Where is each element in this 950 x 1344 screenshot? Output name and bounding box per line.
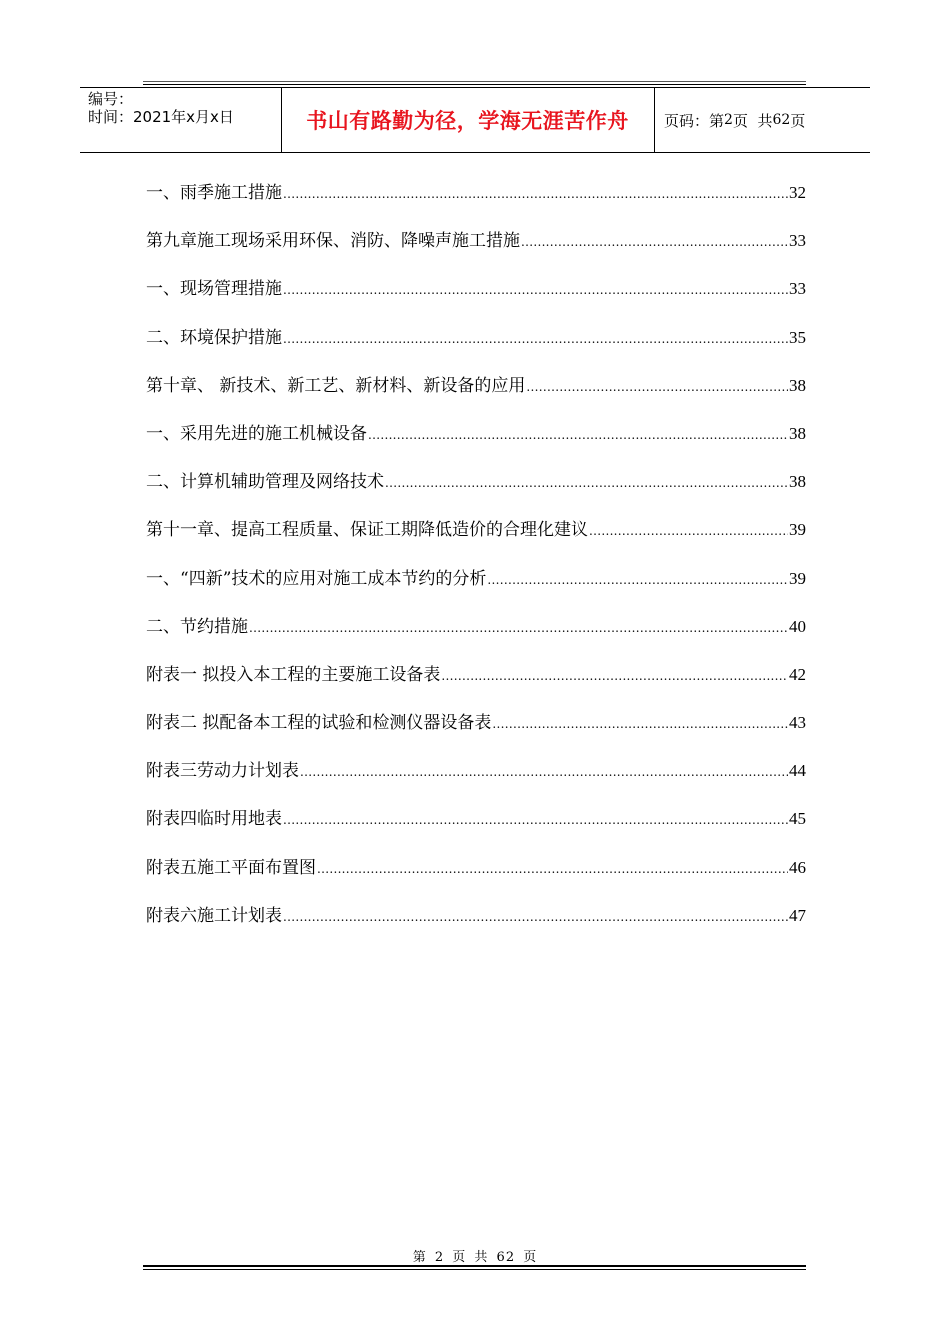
toc-entry-title: 一、“四新”技术的应用对施工成本节约的分析 bbox=[146, 568, 487, 589]
toc-entry[interactable] bbox=[146, 901, 806, 949]
page-mid: 页 共 bbox=[732, 111, 773, 130]
toc-entry-page: 47 bbox=[789, 905, 806, 925]
toc-entry-title: 附表五施工平面布置图 bbox=[146, 857, 316, 878]
toc-entry[interactable] bbox=[146, 708, 806, 756]
toc-dot-leader bbox=[385, 476, 788, 490]
toc-entry-title: 二、节约措施 bbox=[146, 616, 248, 637]
toc-entry[interactable] bbox=[146, 371, 806, 419]
toc-entry[interactable] bbox=[146, 467, 806, 515]
toc-entry[interactable] bbox=[146, 515, 806, 563]
toc-entry[interactable] bbox=[146, 612, 806, 660]
toc-entry-page: 44 bbox=[789, 761, 806, 781]
toc-dot-leader bbox=[283, 187, 788, 201]
toc-entry[interactable] bbox=[146, 756, 806, 804]
toc-entry-title: 第十一章、提高工程质量、保证工期降低造价的合理化建议 bbox=[146, 520, 588, 541]
toc-dot-leader bbox=[487, 573, 788, 587]
toc-dot-leader bbox=[492, 717, 788, 731]
toc-entry[interactable] bbox=[146, 226, 806, 274]
toc-entry[interactable] bbox=[146, 853, 806, 901]
toc-entry-page: 43 bbox=[789, 713, 806, 733]
toc-entry-page: 42 bbox=[789, 664, 806, 684]
toc-entry-page: 40 bbox=[789, 616, 806, 636]
toc-entry-page: 38 bbox=[789, 375, 806, 395]
toc-entry-page: 38 bbox=[789, 423, 806, 443]
page-current: 2 bbox=[724, 112, 733, 128]
header-meta bbox=[88, 90, 234, 126]
document-time: 时间：2021年x月x日 bbox=[88, 108, 234, 126]
toc-entry[interactable] bbox=[146, 178, 806, 226]
toc-entry-title: 附表三劳动力计划表 bbox=[146, 761, 299, 782]
toc-entry-page: 38 bbox=[789, 472, 806, 492]
toc-dot-leader bbox=[283, 910, 788, 924]
toc-entry-page: 46 bbox=[789, 857, 806, 877]
header-top-rule bbox=[143, 81, 806, 82]
toc-entry-page: 39 bbox=[789, 520, 806, 540]
toc-dot-leader bbox=[317, 862, 788, 876]
footer-rule bbox=[143, 1265, 806, 1267]
toc-entry-page: 32 bbox=[789, 183, 806, 202]
toc-entry-page: 45 bbox=[789, 809, 806, 829]
toc-entry-title: 第九章施工现场采用环保、消防、降噪声施工措施 bbox=[146, 231, 520, 252]
toc-entry-title: 第十章、 新技术、新工艺、新材料、新设备的应用 bbox=[146, 375, 526, 396]
toc-entry-title: 附表四临时用地表 bbox=[146, 809, 282, 830]
document-number-label: 编号： bbox=[88, 90, 134, 108]
page-prefix: 页码：第 bbox=[664, 111, 725, 130]
toc-entry[interactable] bbox=[146, 804, 806, 852]
toc-entry[interactable] bbox=[146, 564, 806, 612]
page-header bbox=[80, 87, 870, 153]
footer-rule-inner bbox=[143, 1269, 806, 1270]
toc-entry-title: 二、计算机辅助管理及网络技术 bbox=[146, 472, 384, 493]
toc-dot-leader bbox=[441, 669, 788, 683]
toc-dot-leader bbox=[589, 524, 788, 538]
header-slogan: 书山有路勤为径，学海无涯苦作舟 bbox=[306, 109, 629, 133]
toc-entry-page: 33 bbox=[789, 279, 806, 299]
toc-dot-leader bbox=[249, 621, 788, 635]
toc-entry[interactable] bbox=[146, 419, 806, 467]
toc-dot-leader bbox=[300, 765, 788, 779]
page-total: 62 bbox=[772, 112, 791, 128]
header-page-info bbox=[654, 88, 870, 152]
page-suffix: 页 bbox=[790, 111, 806, 130]
toc-entry-title: 附表一 拟投入本工程的主要施工设备表 bbox=[146, 664, 441, 685]
toc-dot-leader bbox=[283, 283, 788, 297]
toc-entry-page: 39 bbox=[789, 568, 806, 588]
toc-entry-title: 二、环境保护措施 bbox=[146, 327, 282, 348]
toc-dot-leader bbox=[521, 235, 788, 249]
header-top-rule-inner bbox=[143, 84, 806, 85]
toc-dot-leader bbox=[526, 380, 788, 394]
toc-entry[interactable] bbox=[146, 660, 806, 708]
toc-dot-leader bbox=[283, 813, 788, 827]
toc-entry[interactable] bbox=[146, 274, 806, 322]
toc-entry-page: 35 bbox=[789, 327, 806, 347]
table-of-contents bbox=[146, 178, 806, 949]
toc-entry-title: 附表六施工计划表 bbox=[146, 905, 282, 926]
toc-entry-title: 附表二 拟配备本工程的试验和检测仪器设备表 bbox=[146, 713, 492, 734]
toc-dot-leader bbox=[283, 332, 788, 346]
toc-entry-title: 一、采用先进的施工机械设备 bbox=[146, 423, 367, 444]
toc-entry[interactable] bbox=[146, 323, 806, 371]
toc-entry-page: 33 bbox=[789, 231, 806, 251]
toc-entry-title: 一、雨季施工措施 bbox=[146, 183, 282, 203]
toc-entry-title: 一、现场管理措施 bbox=[146, 279, 282, 300]
toc-dot-leader bbox=[368, 428, 788, 442]
page-footer: 第 2 页 共 62 页 bbox=[412, 1250, 538, 1265]
